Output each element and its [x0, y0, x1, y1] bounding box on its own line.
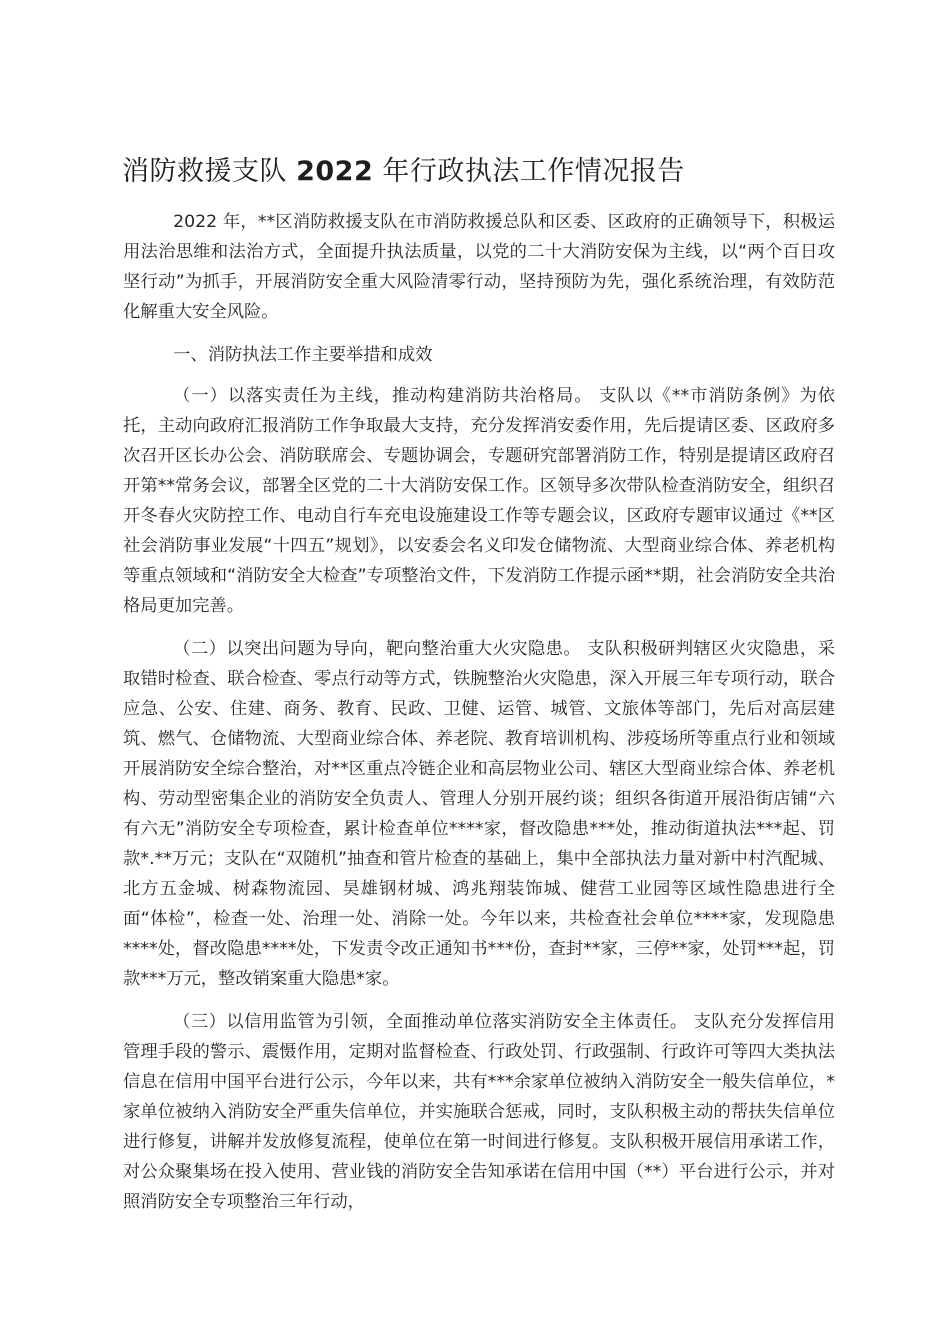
page-title [122, 152, 685, 192]
title-suffix: 年行政执法工作情况报告 [373, 156, 685, 187]
report-body [123, 207, 835, 1230]
intro-paragraph: 2022 年，**区消防救援支队在市消防救援总队和区委、区政府的正确领导下，积极运用法治思维和法治方式，全面提升执法质量，以党的二十大消防安保为主线，以“两个百日攻坚行动”为抓手，开展消防安全重大风险清零行动，坚持预防为先，强化系统治理，有效防范化解重大安全风险。 [123, 212, 835, 322]
section-heading: 一、消防执法工作主要举措和成效 [173, 345, 433, 365]
title-year: 2022 [296, 156, 374, 187]
paragraph-hazard-rectification: （二）以突出问题为导向，靶向整治重大火灾隐患。 支队积极研判辖区火灾隐患，采取错时检查、联合检查、零点行动等方式，铁腕整治火灾隐患，深入开展三年专项行动，联合应急、公安、住建、商务、教育、民政、卫健、运管、城管、文旅体等部门，先后对高层建筑、燃气、仓储物流、大型商业综合体、养老院、教育培训机构、涉疫场所等重点行业和领域开展消防安全综合整治，对**区重点冷链企业和高层物业公司、辖区大型商业综合体、养老机构、劳动型密集企业的消防安全负责人、管理人分别开展约谈；组织各街道开展沿街店铺“六有六无”消防安全专项检查，累计检查单位****家，督改隐患***处，推动街道执法***起、罚款*.**万元；支队在“双随机”抽查和管片检查的基础上，集中全部执法力量对新中村汽配城、北方五金城、树森物流园、昊雄钢材城、鸿兆翔装饰城、健营工业园等区域性隐患进行全面“体检”，检查一处、治理一处、消除一处。今年以来，共检查社会单位****家，发现隐患****处，督改隐患****处，下发责令改正通知书***份，查封**家，三停**家，处罚***起，罚款***万元，整改销案重大隐患*家。 [123, 639, 835, 989]
paragraph-credit-supervision: （三）以信用监管为引领，全面推动单位落实消防安全主体责任。 支队充分发挥信用管理手段的警示、震慑作用，定期对监督检查、行政处罚、行政强制、行政许可等四大类执法信息在信用中国平台进行公示，今年以来，共有***余家单位被纳入消防安全一般失信单位，*家单位被纳入消防安全严重失信单位，并实施联合惩戒，同时，支队积极主动的帮扶失信单位进行修复，讲解并发放修复流程，使单位在第一时间进行修复。支队积极开展信用承诺工作，对公众聚集场在投入使用、营业钱的消防安全告知承诺在信用中国（**）平台进行公示，并对照消防安全专项整治三年行动， [123, 1012, 835, 1212]
paragraph-responsibility: （一）以落实责任为主线，推动构建消防共治格局。 支队以《**市消防条例》为依托，主动向政府汇报消防工作争取最大支持，充分发挥消安委作用，先后提请区委、区政府多次召开区长办公会、消防联席会、专题协调会，专题研究部署消防工作，特别是提请区政府召开第**常务会议，部署全区党的二十大消防安保工作。区领导多次带队检查消防安全，组织召开冬春火灾防控工作、电动自行车充电设施建设工作等专题会议，区政府专题审议通过《**区社会消防事业发展“十四五”规划》，以安委会名义印发仓储物流、大型商业综合体、养老机构等重点领域和“消防安全大检查”专项整治文件，下发消防工作提示函**期，社会消防安全共治格局更加完善。 [123, 386, 835, 616]
title-prefix: 消防救援支队 [122, 156, 297, 187]
